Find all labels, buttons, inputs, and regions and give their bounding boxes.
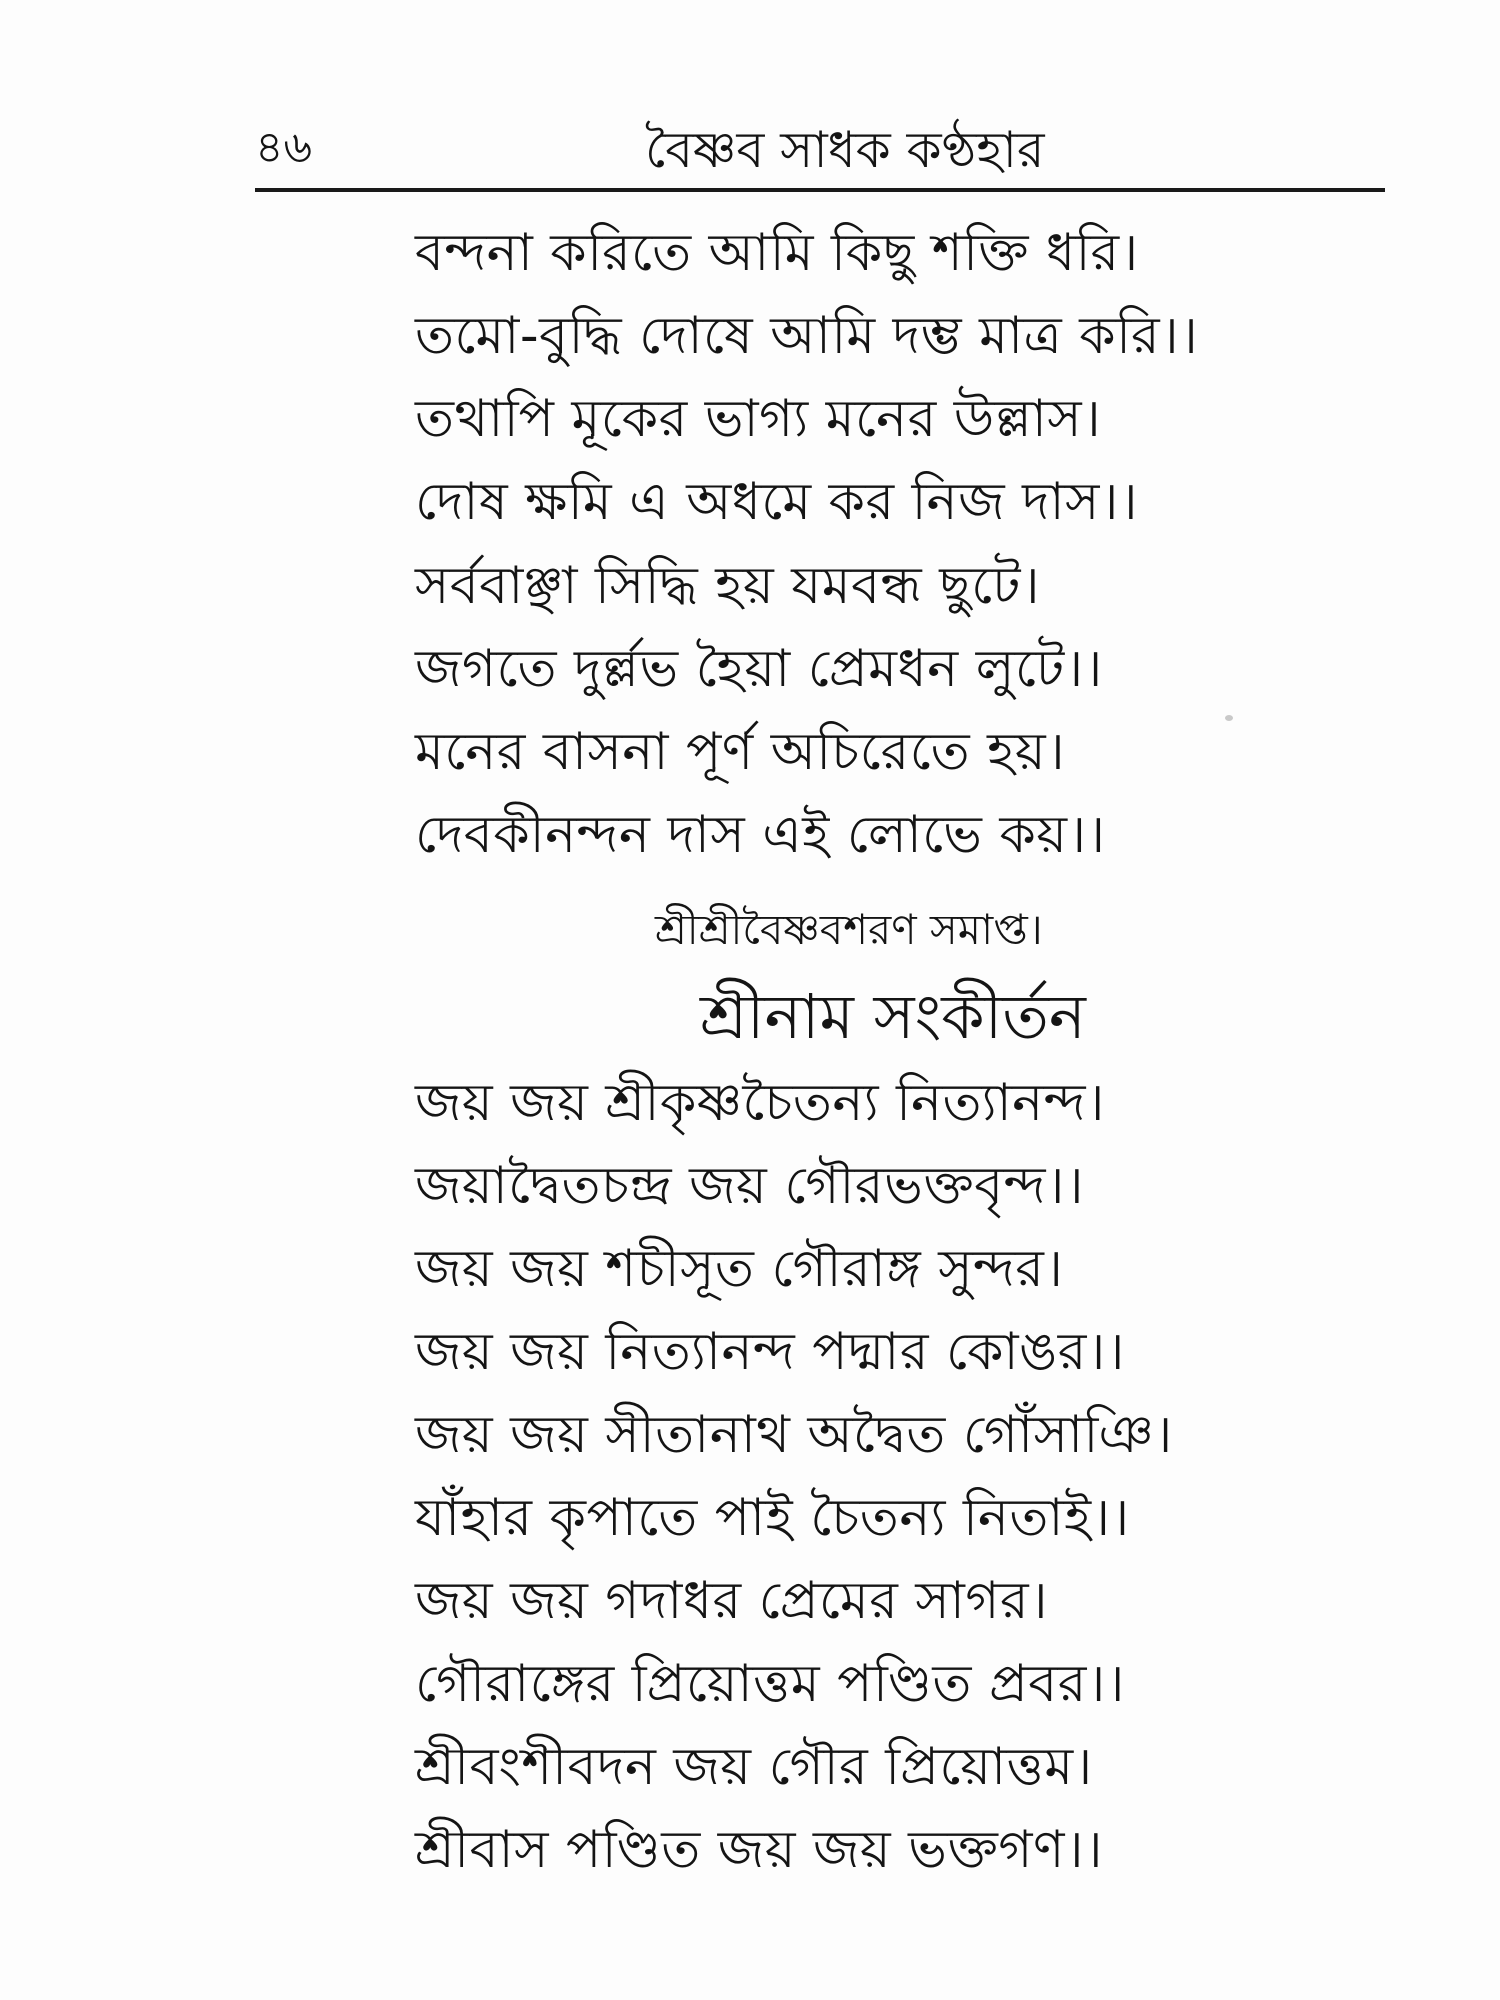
verse-line: বন্দনা করিতে আমি কিছু শক্তি ধরি।: [415, 223, 1139, 283]
book-title: বৈষ্ণব সাধক কণ্ঠহার: [645, 121, 1045, 179]
verse-line: শ্রীবাস পণ্ডিত জয় জয় ভক্তগণ।।: [415, 1820, 1104, 1880]
paper-speck: [1225, 715, 1233, 721]
verse-line: জয় জয় সীতানাথ অদ্বৈত গোঁসাঞি।: [415, 1405, 1173, 1465]
verse-line: জয় জয় শচীসূত গৌরাঙ্গ সুন্দর।: [415, 1239, 1064, 1299]
page-number: ৪৬: [255, 122, 313, 173]
header-rule: [255, 188, 1385, 192]
section-heading: শ্রীনাম সংকীর্তন: [700, 980, 1086, 1053]
verse-line: যাঁহার কৃপাতে পাই চৈতন্য নিতাই।।: [415, 1488, 1130, 1548]
verse-line: জয় জয় শ্রীকৃষ্ণচৈতন্য নিত্যানন্দ।: [415, 1073, 1106, 1133]
verse-line: সর্ববাঞ্ছা সিদ্ধি হয় যমবন্ধ ছুটে।: [415, 556, 1041, 616]
verse-line: তথাপি মূকের ভাগ্য মনের উল্লাস।: [415, 389, 1102, 449]
page-header: [255, 110, 1385, 190]
verse-line: দোষ ক্ষমি এ অধমে কর নিজ দাস।।: [415, 472, 1139, 532]
verse-line: শ্রীবংশীবদন জয় গৌর প্রিয়োত্তম।: [415, 1737, 1093, 1797]
verse-line: মনের বাসনা পূর্ণ অচিরেতে হয়।: [415, 722, 1066, 782]
verse-line: জয় জয় গদাধর প্রেমের সাগর।: [415, 1571, 1049, 1631]
verse-line: জয়াদ্বৈতচন্দ্র জয় গৌরভক্তবৃন্দ।।: [415, 1156, 1085, 1216]
colophon: শ্রীশ্রীবৈষ্ণবশরণ সমাপ্ত।: [655, 905, 1043, 954]
verse-line: দেবকীনন্দন দাস এই লোভে কয়।।: [415, 805, 1106, 865]
verse-line: জগতে দুর্ল্লভ হৈয়া প্রেমধন লুটে।।: [415, 639, 1103, 699]
verse-line: গৌরাঙ্গের প্রিয়োত্তম পণ্ডিত প্রবর।।: [415, 1654, 1126, 1714]
verse-line: জয় জয় নিত্যানন্দ পদ্মার কোঙর।।: [415, 1322, 1125, 1382]
verse-line: তমো-বুদ্ধি দোষে আমি দম্ভ মাত্র করি।।: [415, 306, 1199, 366]
